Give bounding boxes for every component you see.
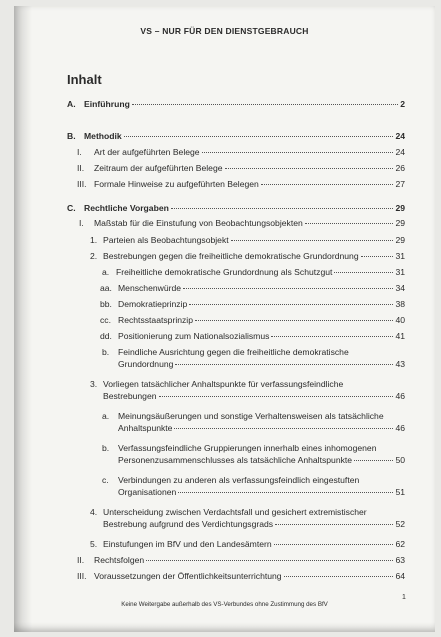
- toc-entry[interactable]: [84, 99, 405, 109]
- toc-entry[interactable]: [118, 315, 405, 325]
- toc-entry-number: c.: [102, 475, 109, 485]
- page-shadow-bottom: [14, 622, 435, 632]
- toc-entry-title: Einstufungen im BfV und den Landesämtern: [103, 539, 272, 549]
- toc-entry-continuation[interactable]: [118, 423, 405, 433]
- toc-entry-title-continued: Grundordnung: [118, 359, 174, 369]
- toc-entry-number: II.: [77, 163, 85, 173]
- toc-leader-dots: [124, 136, 394, 137]
- toc-leader-dots: [175, 364, 393, 365]
- toc-leader-dots: [354, 460, 393, 461]
- toc-entry-title: Rechtsfolgen: [94, 555, 145, 565]
- toc-entry-title: Verbindungen zu anderen als verfassungsfeindlich eingestuften: [118, 475, 360, 485]
- toc-entry[interactable]: [94, 179, 405, 189]
- toc-entry-title: Formale Hinweise zu aufgeführten Belegen: [94, 179, 259, 189]
- classification-header: VS – NUR FÜR DEN DIENSTGEBRAUCH: [140, 26, 309, 36]
- toc-entry-page: 46: [395, 391, 405, 401]
- toc-entry-number: I.: [77, 147, 82, 157]
- toc-entry-number: 5.: [90, 539, 98, 549]
- toc-entry-page: 62: [395, 539, 405, 549]
- toc-entry-page: 51: [395, 487, 405, 497]
- toc-entry-title-continued: Anhaltspunkte: [118, 423, 173, 433]
- toc-entry-number: 4.: [90, 507, 98, 517]
- toc-leader-dots: [225, 168, 394, 169]
- toc-entry-page: 2: [400, 99, 405, 109]
- toc-leader-dots: [174, 428, 393, 429]
- toc-entry-title-continued: Bestrebungen: [103, 391, 157, 401]
- toc-entry-page: 46: [395, 423, 405, 433]
- toc-entry-page: 26: [395, 163, 405, 173]
- toc-entry-page: 29: [395, 203, 405, 213]
- toc-entry-page: 52: [395, 519, 405, 529]
- toc-entry-number: 1.: [90, 235, 98, 245]
- toc-entry-page: 38: [395, 299, 405, 309]
- toc-entry-title: Methodik: [84, 131, 122, 141]
- toc-leader-dots: [183, 288, 393, 289]
- toc-entry-page: 63: [395, 555, 405, 565]
- toc-entry-number: b.: [102, 347, 110, 357]
- toc-entry[interactable]: [118, 475, 405, 485]
- toc-entry-title: Rechtsstaatsprinzip: [118, 315, 193, 325]
- page-number: 1: [402, 594, 406, 601]
- toc-entry[interactable]: [118, 331, 405, 341]
- toc-entry-number: bb.: [100, 299, 112, 309]
- toc-leader-dots: [271, 336, 393, 337]
- toc-entry-title: Demokratieprinzip: [118, 299, 188, 309]
- toc-entry[interactable]: [94, 555, 405, 565]
- toc-entry-number: cc.: [100, 315, 111, 325]
- toc-entry-number: II.: [77, 555, 85, 565]
- toc-entry-number: III.: [77, 179, 87, 189]
- toc-entry-title: Voraussetzungen der Öffentlichkeitsunterrichtung: [94, 571, 282, 581]
- toc-entry-page: 29: [395, 218, 405, 228]
- toc-entry-continuation[interactable]: [118, 455, 405, 465]
- toc-entry-number: dd.: [100, 331, 112, 341]
- toc-entry-title: Verfassungsfeindliche Gruppierungen innerhalb eines inhomogenen: [118, 443, 377, 453]
- toc-leader-dots: [275, 524, 393, 525]
- toc-entry-title: Maßstab für die Einstufung von Beobachtungsobjekten: [94, 218, 303, 228]
- page-shadow-left: [14, 6, 32, 632]
- toc-entry[interactable]: [94, 147, 405, 157]
- toc-entry[interactable]: [103, 539, 405, 549]
- toc-entry-continuation[interactable]: [118, 487, 405, 497]
- toc-entry-continuation[interactable]: [118, 359, 405, 369]
- toc-entry-page: 41: [395, 331, 405, 341]
- toc-entry-title-continued: Bestrebung aufgrund des Verdichtungsgrads: [103, 519, 274, 529]
- toc-entry-page: 29: [395, 235, 405, 245]
- toc-leader-dots: [146, 560, 393, 561]
- toc-entry-title: Unterscheidung zwischen Verdachtsfall und gesichert extremistischer: [103, 507, 367, 517]
- toc-leader-dots: [334, 272, 393, 273]
- toc-entry-number: A.: [67, 99, 76, 109]
- toc-entry-number: I.: [79, 218, 84, 228]
- toc-heading: Inhalt: [67, 72, 102, 87]
- toc-entry[interactable]: [118, 347, 405, 357]
- toc-entry-title: Positionierung zum Nationalsozialismus: [118, 331, 270, 341]
- toc-entry[interactable]: [84, 131, 405, 141]
- toc-entry-number: b.: [102, 443, 110, 453]
- toc-entry[interactable]: [118, 411, 405, 421]
- toc-entry-page: 43: [395, 359, 405, 369]
- toc-entry-page: 27: [395, 179, 405, 189]
- toc-entry-number: a.: [102, 267, 110, 277]
- toc-leader-dots: [159, 396, 394, 397]
- toc-entry-number: 3.: [90, 379, 98, 389]
- toc-entry-title: Rechtliche Vorgaben: [84, 203, 169, 213]
- toc-entry-title: Art der aufgeführten Belege: [94, 147, 200, 157]
- toc-entry-title: Zeitraum der aufgeführten Belege: [94, 163, 223, 173]
- toc-entry-title: Menschenwürde: [118, 283, 182, 293]
- toc-entry-page: 24: [395, 147, 405, 157]
- toc-leader-dots: [274, 544, 394, 545]
- toc-leader-dots: [231, 240, 394, 241]
- toc-leader-dots: [171, 208, 394, 209]
- toc-entry[interactable]: [103, 379, 405, 389]
- toc-entry-title: Vorliegen tatsächlicher Anhaltspunkte für verfassungsfeindliche: [103, 379, 344, 389]
- toc-entry[interactable]: [103, 507, 405, 517]
- distribution-footer: Keine Weitergabe außerhalb des VS-Verbundes ohne Zustimmung des BfV: [121, 601, 328, 608]
- toc-entry-page: 31: [395, 251, 405, 261]
- document-page: [14, 6, 435, 632]
- toc-leader-dots: [132, 104, 398, 105]
- toc-entry-page: 40: [395, 315, 405, 325]
- toc-entry-number: aa.: [100, 283, 112, 293]
- toc-leader-dots: [305, 223, 394, 224]
- toc-entry-number: 2.: [90, 251, 98, 261]
- toc-entry-page: 64: [395, 571, 405, 581]
- toc-entry[interactable]: [94, 218, 405, 228]
- toc-entry[interactable]: [118, 299, 405, 309]
- toc-entry-title: Bestrebungen gegen die freiheitliche demokratische Grundordnung: [103, 251, 359, 261]
- toc-leader-dots: [178, 492, 393, 493]
- toc-leader-dots: [261, 184, 394, 185]
- toc-entry[interactable]: [94, 163, 405, 173]
- toc-entry-title: Freiheitliche demokratische Grundordnung als Schutzgut: [116, 267, 333, 277]
- toc-leader-dots: [195, 320, 393, 321]
- toc-entry-title: Feindliche Ausrichtung gegen die freiheitliche demokratische: [118, 347, 349, 357]
- toc-entry-page: 31: [395, 267, 405, 277]
- toc-entry-number: B.: [67, 131, 76, 141]
- toc-entry-page: 34: [395, 283, 405, 293]
- toc-entry-number: a.: [102, 411, 110, 421]
- toc-entry[interactable]: [116, 267, 405, 277]
- toc-entry[interactable]: [84, 203, 405, 213]
- toc-leader-dots: [284, 576, 394, 577]
- toc-entry[interactable]: [103, 251, 405, 261]
- toc-entry-continuation[interactable]: [103, 391, 405, 401]
- toc-entry[interactable]: [118, 443, 405, 453]
- toc-entry-page: 50: [395, 455, 405, 465]
- toc-entry-number: III.: [77, 571, 87, 581]
- toc-entry-continuation[interactable]: [103, 519, 405, 529]
- toc-entry-title-continued: Organisationen: [118, 487, 177, 497]
- toc-leader-dots: [361, 256, 394, 257]
- toc-entry[interactable]: [103, 235, 405, 245]
- toc-leader-dots: [189, 304, 393, 305]
- toc-entry[interactable]: [118, 283, 405, 293]
- toc-entry-title-continued: Personenzusammenschlusses als tatsächliche Anhaltspunkte: [118, 455, 353, 465]
- toc-entry-title: Parteien als Beobachtungsobjekt: [103, 235, 229, 245]
- toc-entry-title: Meinungsäußerungen und sonstige Verhaltensweisen als tatsächliche: [118, 411, 384, 421]
- toc-entry-page: 24: [395, 131, 405, 141]
- toc-entry[interactable]: [94, 571, 405, 581]
- toc-leader-dots: [202, 152, 394, 153]
- toc-entry-number: C.: [67, 203, 76, 213]
- toc-entry-title: Einführung: [84, 99, 130, 109]
